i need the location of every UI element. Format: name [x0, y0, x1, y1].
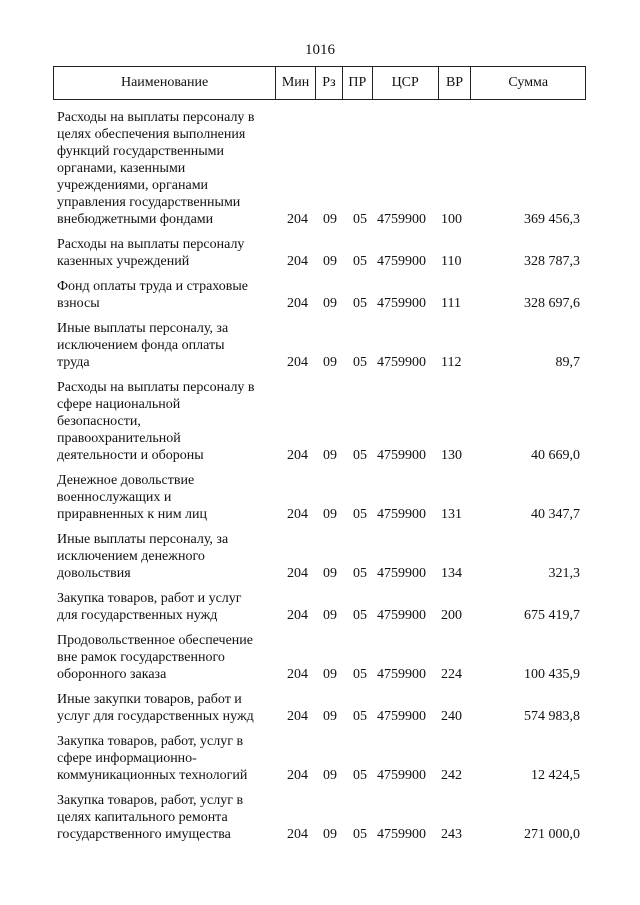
cell-min: 204 [287, 355, 308, 370]
cell-sum: 328 697,6 [524, 296, 580, 311]
row-values [57, 708, 582, 725]
cell-rz: 09 [323, 827, 337, 842]
row-name-line: для государственных нужд [57, 608, 218, 623]
cell-min: 204 [287, 608, 308, 623]
header-pr: ПР [343, 67, 373, 99]
row-name-line: казенных учреждений [57, 254, 190, 269]
row-name-line: Иные выплаты персоналу, за [57, 321, 229, 336]
row-name-line: функций государственными [57, 144, 225, 159]
cell-rz: 09 [323, 296, 337, 311]
cell-min: 204 [287, 448, 308, 463]
row-name-line: сфере национальной [57, 397, 181, 412]
row-name-line: вне рамок государственного [57, 650, 225, 665]
cell-csr: 4759900 [377, 608, 426, 623]
row-name-line: исключением денежного [57, 549, 205, 564]
row-name-line: деятельности и обороны [57, 448, 204, 463]
row-name-line: Расходы на выплаты персоналу в [57, 380, 255, 395]
cell-sum: 40 669,0 [531, 448, 580, 463]
cell-rz: 09 [323, 212, 337, 227]
cell-csr: 4759900 [377, 709, 426, 724]
row-name-line: органами, казенными [57, 161, 186, 176]
row-name-line: безопасности, [57, 414, 141, 429]
cell-rz: 09 [323, 768, 337, 783]
row-values [57, 295, 582, 312]
cell-min: 204 [287, 768, 308, 783]
row-name-line: оборонного заказа [57, 667, 167, 682]
cell-pr: 05 [353, 507, 367, 522]
row-name-line: внебюджетными фондами [57, 212, 214, 227]
cell-vr: 112 [441, 355, 462, 370]
cell-min: 204 [287, 507, 308, 522]
cell-sum: 321,3 [548, 566, 580, 581]
row-values [57, 666, 582, 683]
row-name-line: коммуникационных технологий [57, 768, 248, 783]
row-name-line: Иные выплаты персоналу, за [57, 532, 229, 547]
cell-rz: 09 [323, 608, 337, 623]
header-csr: ЦСР [373, 67, 439, 99]
cell-min: 204 [287, 254, 308, 269]
cell-csr: 4759900 [377, 768, 426, 783]
row-name-line: Расходы на выплаты персоналу [57, 237, 245, 252]
cell-min: 204 [287, 212, 308, 227]
row-name-line: Продовольственное обеспечение [57, 633, 253, 648]
row-name-line: Иные закупки товаров, работ и [57, 692, 242, 707]
cell-sum: 89,7 [555, 355, 580, 370]
cell-rz: 09 [323, 355, 337, 370]
cell-min: 204 [287, 827, 308, 842]
row-name-line: Закупка товаров, работ, услуг в [57, 734, 244, 749]
cell-vr: 100 [441, 212, 462, 227]
table-row [57, 691, 582, 725]
cell-vr: 134 [441, 566, 462, 581]
table-row [57, 792, 582, 843]
cell-csr: 4759900 [377, 507, 426, 522]
row-values [57, 826, 582, 843]
row-name-line: довольствия [57, 566, 131, 581]
cell-pr: 05 [353, 355, 367, 370]
table-row [57, 236, 582, 270]
row-name-line: учреждениями, органами [57, 178, 209, 193]
table-row [57, 632, 582, 683]
table-row [57, 109, 582, 228]
cell-min: 204 [287, 667, 308, 682]
row-values [57, 607, 582, 624]
cell-sum: 12 424,5 [531, 768, 580, 783]
header-sum: Сумма [508, 75, 549, 90]
cell-pr: 05 [353, 608, 367, 623]
cell-min: 204 [287, 709, 308, 724]
row-name-line: труда [57, 355, 90, 370]
table-row [57, 531, 582, 582]
cell-sum: 574 983,8 [524, 709, 580, 724]
cell-min: 204 [287, 296, 308, 311]
row-name-line: взносы [57, 296, 100, 311]
cell-sum: 100 435,9 [524, 667, 580, 682]
table-row [57, 472, 582, 523]
cell-sum: 271 000,0 [524, 827, 580, 842]
cell-vr: 111 [441, 296, 461, 311]
cell-vr: 130 [441, 448, 462, 463]
row-values [57, 211, 582, 228]
page-number: 1016 [305, 42, 335, 58]
cell-sum: 369 456,3 [524, 212, 580, 227]
cell-rz: 09 [323, 507, 337, 522]
row-name-line: Фонд оплаты труда и страховые [57, 279, 248, 294]
row-name-line: приравненных к ним лиц [57, 507, 208, 522]
cell-pr: 05 [353, 448, 367, 463]
cell-pr: 05 [353, 667, 367, 682]
row-name-line: правоохранительной [57, 431, 181, 446]
cell-pr: 05 [353, 768, 367, 783]
row-values [57, 253, 582, 270]
header-min: Мин [276, 67, 316, 99]
row-values [57, 506, 582, 523]
cell-csr: 4759900 [377, 667, 426, 682]
row-name-line: целях капитального ремонта [57, 810, 228, 825]
cell-vr: 224 [441, 667, 462, 682]
cell-rz: 09 [323, 709, 337, 724]
cell-rz: 09 [323, 566, 337, 581]
cell-vr: 110 [441, 254, 462, 269]
row-name-line: сфере информационно- [57, 751, 197, 766]
cell-vr: 200 [441, 608, 462, 623]
table-row [57, 590, 582, 624]
cell-vr: 243 [441, 827, 462, 842]
cell-pr: 05 [353, 827, 367, 842]
cell-csr: 4759900 [377, 355, 426, 370]
cell-vr: 242 [441, 768, 462, 783]
row-values [57, 565, 582, 582]
cell-rz: 09 [323, 667, 337, 682]
header-rz: Рз [316, 67, 343, 99]
row-name-line: Денежное довольствие [57, 473, 195, 488]
cell-csr: 4759900 [377, 212, 426, 227]
cell-vr: 131 [441, 507, 462, 522]
header-name: Наименование [54, 67, 276, 99]
row-values [57, 767, 582, 784]
cell-pr: 05 [353, 709, 367, 724]
cell-pr: 05 [353, 254, 367, 269]
table-header [53, 66, 586, 100]
cell-csr: 4759900 [377, 566, 426, 581]
table-body [57, 109, 582, 851]
row-name-line: Закупка товаров, работ, услуг в [57, 793, 244, 808]
header-vr: ВР [439, 67, 472, 99]
cell-sum: 675 419,7 [524, 608, 580, 623]
row-name-line: Расходы на выплаты персоналу в [57, 110, 255, 125]
cell-vr: 240 [441, 709, 462, 724]
cell-sum: 328 787,3 [524, 254, 580, 269]
row-name-line: управления государственными [57, 195, 241, 210]
row-name-line: государственного имущества [57, 827, 231, 842]
row-values [57, 447, 582, 464]
table-row [57, 278, 582, 312]
cell-sum: 40 347,7 [531, 507, 580, 522]
cell-pr: 05 [353, 566, 367, 581]
cell-csr: 4759900 [377, 448, 426, 463]
row-values [57, 354, 582, 371]
table-row [57, 379, 582, 464]
cell-csr: 4759900 [377, 827, 426, 842]
row-name-line: услуг для государственных нужд [57, 709, 254, 724]
row-name-line: военнослужащих и [57, 490, 172, 505]
cell-pr: 05 [353, 296, 367, 311]
row-name-line: Закупка товаров, работ и услуг [57, 591, 242, 606]
cell-rz: 09 [323, 448, 337, 463]
cell-csr: 4759900 [377, 254, 426, 269]
row-name-line: исключением фонда оплаты [57, 338, 225, 353]
cell-pr: 05 [353, 212, 367, 227]
cell-min: 204 [287, 566, 308, 581]
row-name-line: целях обеспечения выполнения [57, 127, 246, 142]
cell-rz: 09 [323, 254, 337, 269]
table-row [57, 320, 582, 371]
table-row [57, 733, 582, 784]
cell-csr: 4759900 [377, 296, 426, 311]
